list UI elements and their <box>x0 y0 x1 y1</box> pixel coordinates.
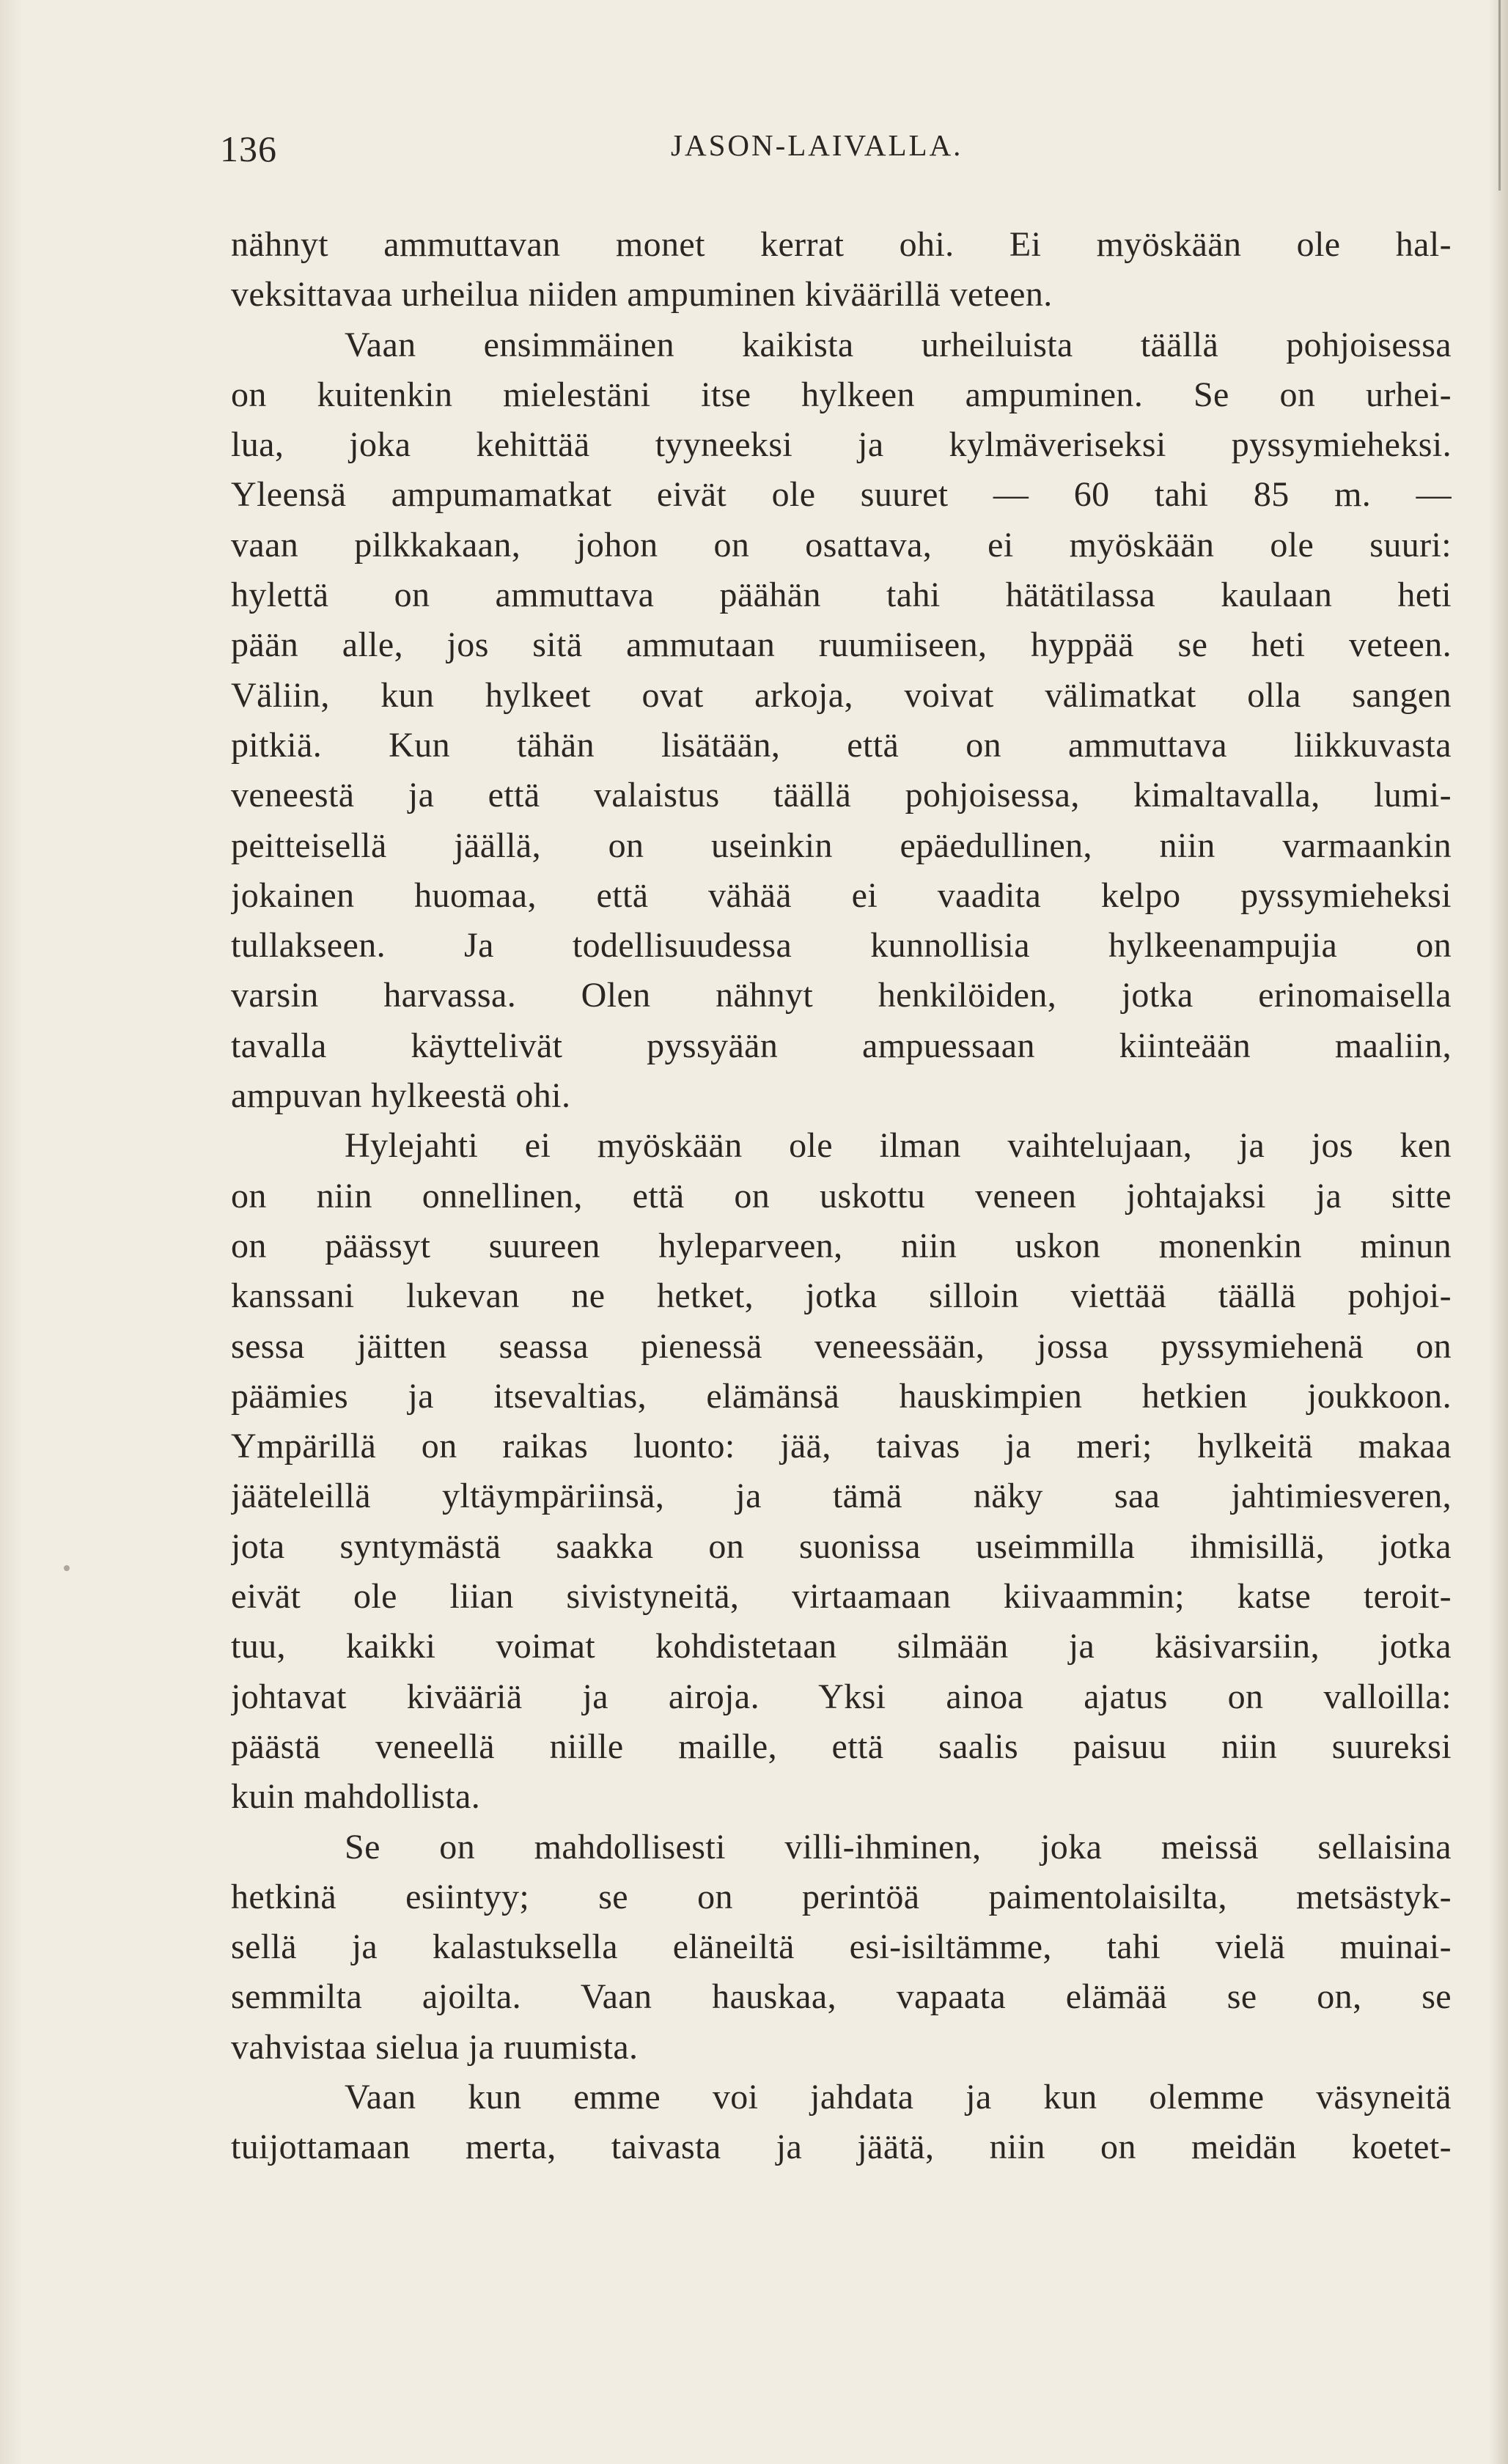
text-line: varsin harvassa. Olen nähnyt henkilöiden, jotka erinomaisella <box>231 976 1452 1015</box>
text-line: tuu, kaikki voimat kohdistetaan silmään ja käsivarsiin, jotka <box>231 1627 1452 1666</box>
text-line: Vaan ensimmäinen kaikista urheiluista täällä pohjoisessa <box>345 325 1452 364</box>
page-edge-mark <box>1498 0 1501 191</box>
text-line: eivät ole liian sivistyneitä, virtaamaan kiivaammin; katse teroit- <box>231 1577 1452 1617</box>
paper-speck <box>64 1565 70 1571</box>
text-line: Väliin, kun hylkeet ovat arkoja, voivat välimatkat olla sangen <box>231 675 1452 715</box>
text-line: Se on mahdollisesti villi-ihminen, joka meissä sellaisina <box>345 1827 1452 1867</box>
text-line: Ympärillä on raikas luonto: jää, taivas ja meri; hylkeitä makaa <box>231 1427 1452 1466</box>
text-line: kanssani lukevan ne hetket, jotka silloin viettää täällä pohjoi- <box>231 1276 1452 1316</box>
page-binding-shadow <box>0 0 22 2464</box>
text-line: pitkiä. Kun tähän lisätään, että on ammuttava liikkuvasta <box>231 725 1452 765</box>
text-line: on niin onnellinen, että on uskottu veneen johtajaksi ja sitte <box>231 1176 1452 1216</box>
text-line: päästä veneellä niille maille, että saalis paisuu niin suureksi <box>231 1726 1452 1766</box>
text-line: lua, joka kehittää tyyneeksi ja kylmäveriseksi pyssymieheksi. <box>231 425 1452 465</box>
text-line: hylettä on ammuttava päähän tahi hätätilassa kaulaan heti <box>231 575 1452 615</box>
text-line: pään alle, jos sitä ammutaan ruumiiseen, hyppää se heti veteen. <box>231 625 1452 665</box>
text-line: Hylejahti ei myöskään ole ilman vaihtelujaan, ja jos ken <box>345 1126 1452 1166</box>
text-line: semmilta ajoilta. Vaan hauskaa, vapaata elämää se on, se <box>231 1977 1452 2017</box>
text-line: johtavat kivääriä ja airoja. Yksi ainoa ajatus on valloilla: <box>231 1677 1452 1716</box>
text-line: tuijottamaan merta, taivasta ja jäätä, niin on meidän koetet- <box>231 2128 1452 2167</box>
text-line: vahvistaa sielua ja ruumista. <box>231 2027 639 2067</box>
text-line: Vaan kun emme voi jahdata ja kun olemme väsyneitä <box>345 2077 1452 2117</box>
text-line: tavalla käyttelivät pyssyään ampuessaan kiinteään maaliin, <box>231 1026 1452 1065</box>
body-text <box>231 220 1452 2173</box>
text-line: päämies ja itsevaltias, elämänsä hauskimpien hetkien joukkoon. <box>231 1376 1452 1416</box>
text-line: vaan pilkkakaan, johon on osattava, ei myöskään ole suuri: <box>231 525 1452 564</box>
text-line: on kuitenkin mielestäni itse hylkeen ampuminen. Se on urhei- <box>231 375 1452 414</box>
text-line: jota syntymästä saakka on suonissa useimmilla ihmisillä, jotka <box>231 1526 1452 1566</box>
text-line: sellä ja kalastuksella eläneiltä esi-isiltämme, tahi vielä muinai- <box>231 1927 1452 1967</box>
text-line: veksittavaa urheilua niiden ampuminen kiväärillä veteen. <box>231 275 1053 315</box>
text-line: jokainen huomaa, että vähää ei vaadita kelpo pyssymieheksi <box>231 875 1452 915</box>
page-number: 136 <box>220 128 277 169</box>
running-head: JASON-LAIVALLA. <box>671 128 963 162</box>
text-line: peitteisellä jäällä, on useinkin epäedullinen, niin varmaankin <box>231 825 1452 865</box>
text-line: jääteleillä yltäympäriinsä, ja tämä näky saa jahtimiesveren, <box>231 1476 1452 1516</box>
text-line: ampuvan hylkeestä ohi. <box>231 1076 571 1116</box>
page-header <box>220 117 1452 169</box>
text-line: sessa jäitten seassa pienessä veneessään, jossa pyssymiehenä on <box>231 1326 1452 1366</box>
text-line: tullakseen. Ja todellisuudessa kunnollisia hylkeenampujia on <box>231 926 1452 966</box>
page-right-edge <box>1489 0 1508 2464</box>
text-line: Yleensä ampumamatkat eivät ole suuret — 60 tahi 85 m. — <box>231 475 1452 515</box>
text-line: nähnyt ammuttavan monet kerrat ohi. Ei myöskään ole hal- <box>231 225 1452 264</box>
text-line: on päässyt suureen hyleparveen, niin uskon monenkin minun <box>231 1226 1452 1265</box>
text-line: kuin mahdollista. <box>231 1777 481 1817</box>
text-line: hetkinä esiintyy; se on perintöä paimentolaisilta, metsästyk- <box>231 1877 1452 1916</box>
text-line: veneestä ja että valaistus täällä pohjoisessa, kimaltavalla, lumi- <box>231 776 1452 815</box>
